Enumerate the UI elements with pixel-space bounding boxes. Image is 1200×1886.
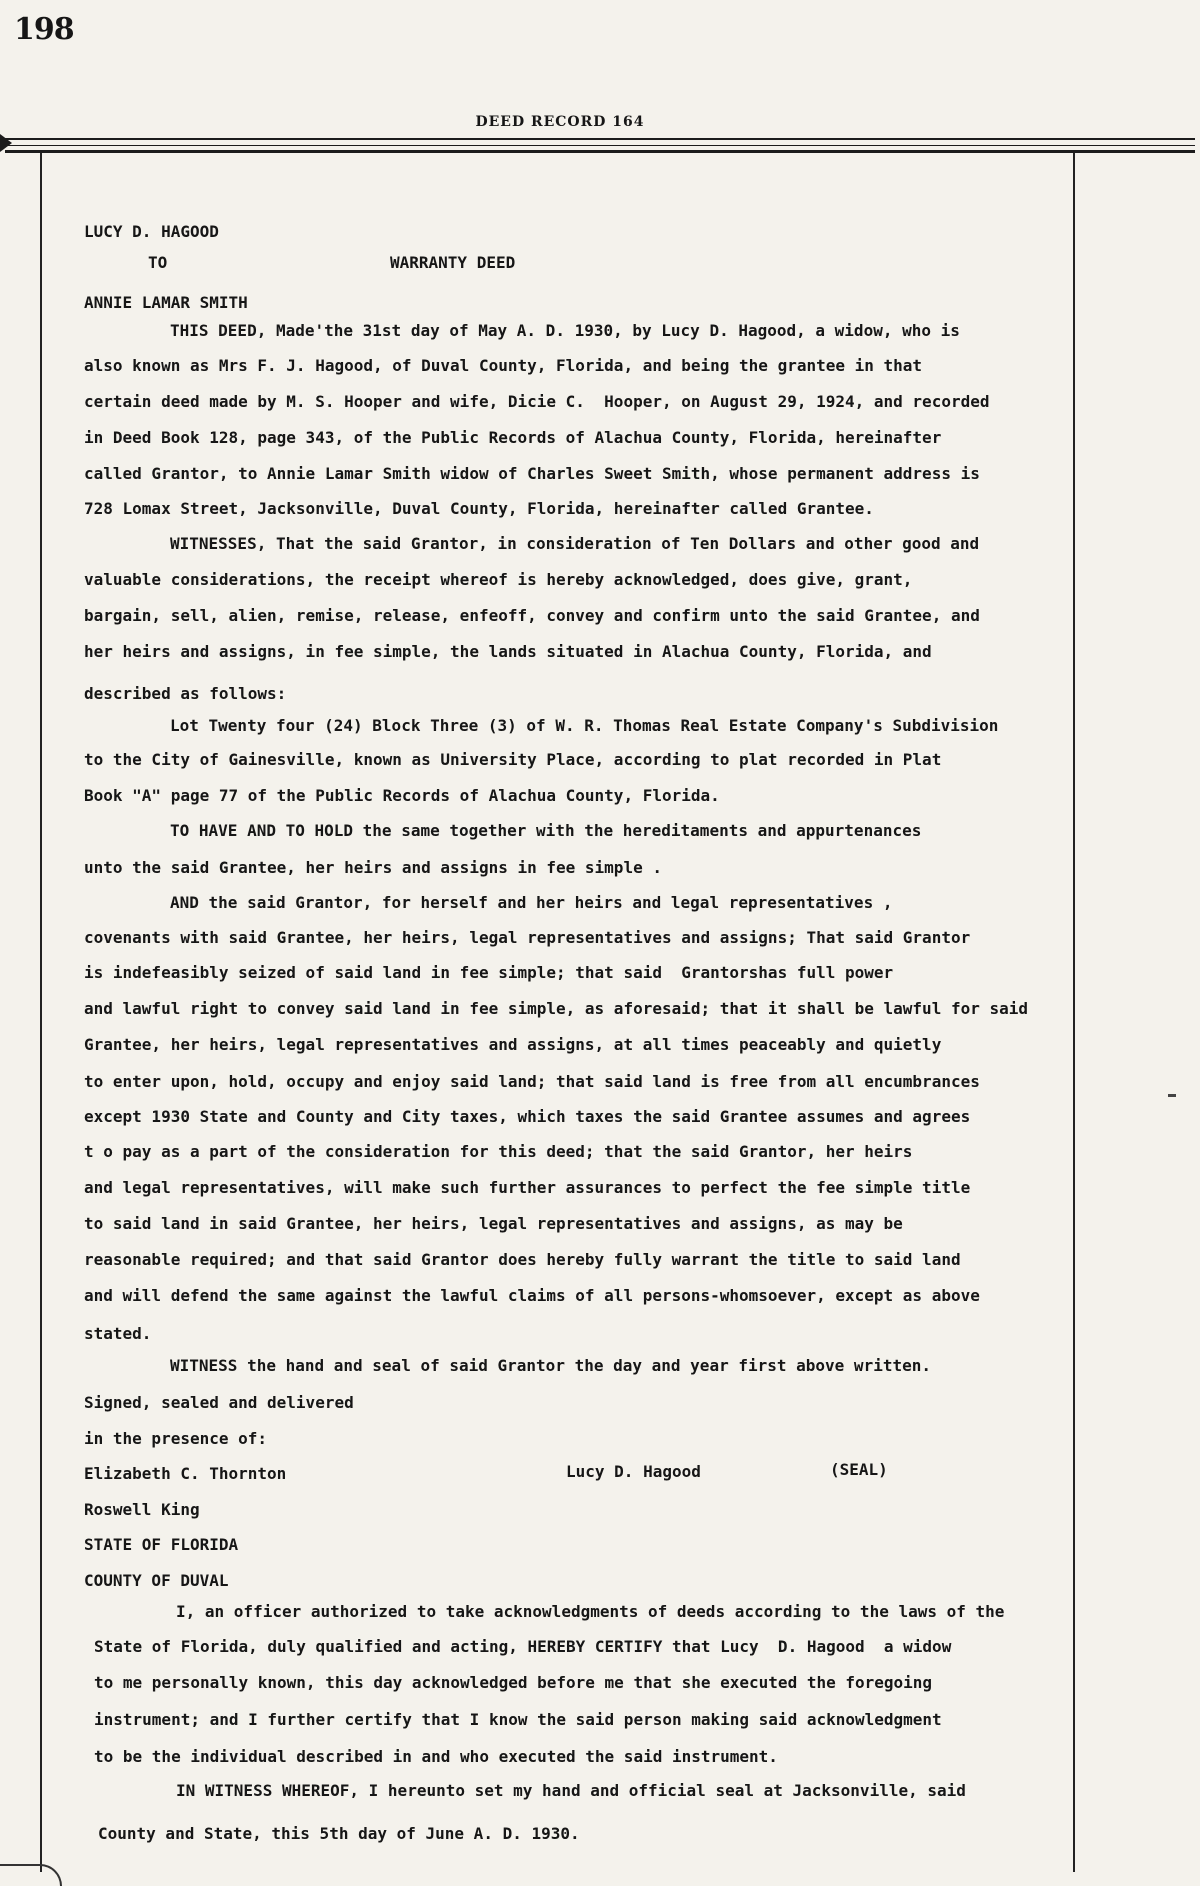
state-heading: STATE OF FLORIDA: [84, 1535, 239, 1554]
body-line: 728 Lomax Street, Jacksonville, Duval County, Florida, hereinafter called Grantee.: [84, 499, 874, 518]
body-line: described as follows:: [84, 684, 287, 703]
body-line: bargain, sell, alien, remise, release, enfeoff, convey and confirm unto the said Grantee, and: [84, 606, 980, 625]
parties-connector: TO: [148, 253, 168, 272]
legal-description-line: to the City of Gainesville, known as University Place, according to plat recorded in Plat: [84, 750, 942, 769]
witness-signature: Elizabeth C. Thornton: [84, 1464, 287, 1483]
body-line: her heirs and assigns, in fee simple, the lands situated in Alachua County, Florida, and: [84, 642, 932, 661]
body-line: called Grantor, to Annie Lamar Smith widow of Charles Sweet Smith, whose permanent address is: [84, 464, 980, 483]
header-rule: [5, 138, 1195, 140]
signed-sealed-line: Signed, sealed and delivered: [84, 1393, 354, 1412]
habendum-line: unto the said Grantee, her heirs and assigns in fee simple .: [84, 858, 662, 877]
body-line: in Deed Book 128, page 343, of the Public Records of Alachua County, Florida, hereinafter: [84, 428, 942, 447]
covenant-line: and legal representatives, will make such further assurances to perfect the fee simple title: [84, 1178, 971, 1197]
margin-mark: [1168, 1094, 1176, 1097]
right-margin-line: [1073, 153, 1075, 1872]
acknowledgment-line: I, an officer authorized to take acknowledgments of deeds according to the laws of the: [176, 1602, 1005, 1621]
covenant-line: and lawful right to convey said land in fee simple, as aforesaid; that it shall be lawful for said: [84, 999, 1029, 1018]
covenant-line: covenants with said Grantee, her heirs, legal representatives and assigns; That said Grantor: [84, 928, 971, 947]
body-line: valuable considerations, the receipt whereof is hereby acknowledged, does give, grant,: [84, 570, 913, 589]
header-rule: [5, 145, 1195, 146]
page-number: 198: [14, 12, 74, 47]
covenant-line: is indefeasibly seized of said land in fee simple; that said Grantorshas full power: [84, 963, 894, 982]
body-line: WITNESSES, That the said Grantor, in consideration of Ten Dollars and other good and: [170, 534, 980, 553]
covenant-line: t o pay as a part of the consideration for this deed; that the said Grantor, her heirs: [84, 1142, 913, 1161]
legal-description-line: Book "A" page 77 of the Public Records of Alachua County, Florida.: [84, 786, 720, 805]
covenant-line: except 1930 State and County and City taxes, which taxes the said Grantee assumes and agrees: [84, 1107, 971, 1126]
left-margin-line: [40, 153, 42, 1872]
covenant-line: to said land in said Grantee, her heirs, legal representatives and assigns, as may be: [84, 1214, 903, 1233]
grantor-name: LUCY D. HAGOOD: [84, 222, 219, 241]
grantor-signature: Lucy D. Hagood: [566, 1462, 701, 1481]
covenant-line: Grantee, her heirs, legal representatives and assigns, at all times peaceably and quietly: [84, 1035, 942, 1054]
legal-description-line: Lot Twenty four (24) Block Three (3) of W. R. Thomas Real Estate Company's Subdivision: [170, 716, 999, 735]
witness-signature: Roswell King: [84, 1500, 200, 1519]
record-header: DEED RECORD 164: [475, 114, 645, 130]
body-line: THIS DEED, Made'the 31st day of May A. D. 1930, by Lucy D. Hagood, a widow, who is: [170, 321, 960, 340]
seal-mark: (SEAL): [830, 1460, 888, 1479]
page-corner-curve: [0, 1864, 62, 1886]
header-rule: [5, 150, 1195, 153]
county-heading: COUNTY OF DUVAL: [84, 1571, 229, 1590]
in-witness-line: IN WITNESS WHEREOF, I hereunto set my hand and official seal at Jacksonville, said: [176, 1781, 966, 1800]
in-witness-line: County and State, this 5th day of June A. D. 1930.: [98, 1824, 580, 1843]
covenant-line: to enter upon, hold, occupy and enjoy said land; that said land is free from all encumbrances: [84, 1072, 980, 1091]
covenant-line: and will defend the same against the lawful claims of all persons-whomsoever, except as above: [84, 1286, 980, 1305]
covenant-line: AND the said Grantor, for herself and her heirs and legal representatives ,: [170, 893, 893, 912]
acknowledgment-line: State of Florida, duly qualified and acting, HEREBY CERTIFY that Lucy D. Hagood a widow: [94, 1637, 952, 1656]
body-line: also known as Mrs F. J. Hagood, of Duval County, Florida, and being the grantee in that: [84, 356, 923, 375]
deed-title: WARRANTY DEED: [390, 253, 516, 272]
grantee-name: ANNIE LAMAR SMITH: [84, 293, 248, 312]
acknowledgment-line: instrument; and I further certify that I know the said person making said acknowledgment: [94, 1710, 942, 1729]
acknowledgment-line: to be the individual described in and who executed the said instrument.: [94, 1747, 778, 1766]
covenant-line: reasonable required; and that said Grantor does hereby fully warrant the title to said land: [84, 1250, 961, 1269]
presence-line: in the presence of:: [84, 1429, 268, 1448]
witness-clause: WITNESS the hand and seal of said Grantor the day and year first above written.: [170, 1356, 931, 1375]
covenant-line: stated.: [84, 1324, 152, 1343]
acknowledgment-line: to me personally known, this day acknowledged before me that she executed the foregoing: [94, 1673, 933, 1692]
body-line: certain deed made by M. S. Hooper and wife, Dicie C. Hooper, on August 29, 1924, and recorded: [84, 392, 990, 411]
habendum-line: TO HAVE AND TO HOLD the same together with the hereditaments and appurtenances: [170, 821, 922, 840]
